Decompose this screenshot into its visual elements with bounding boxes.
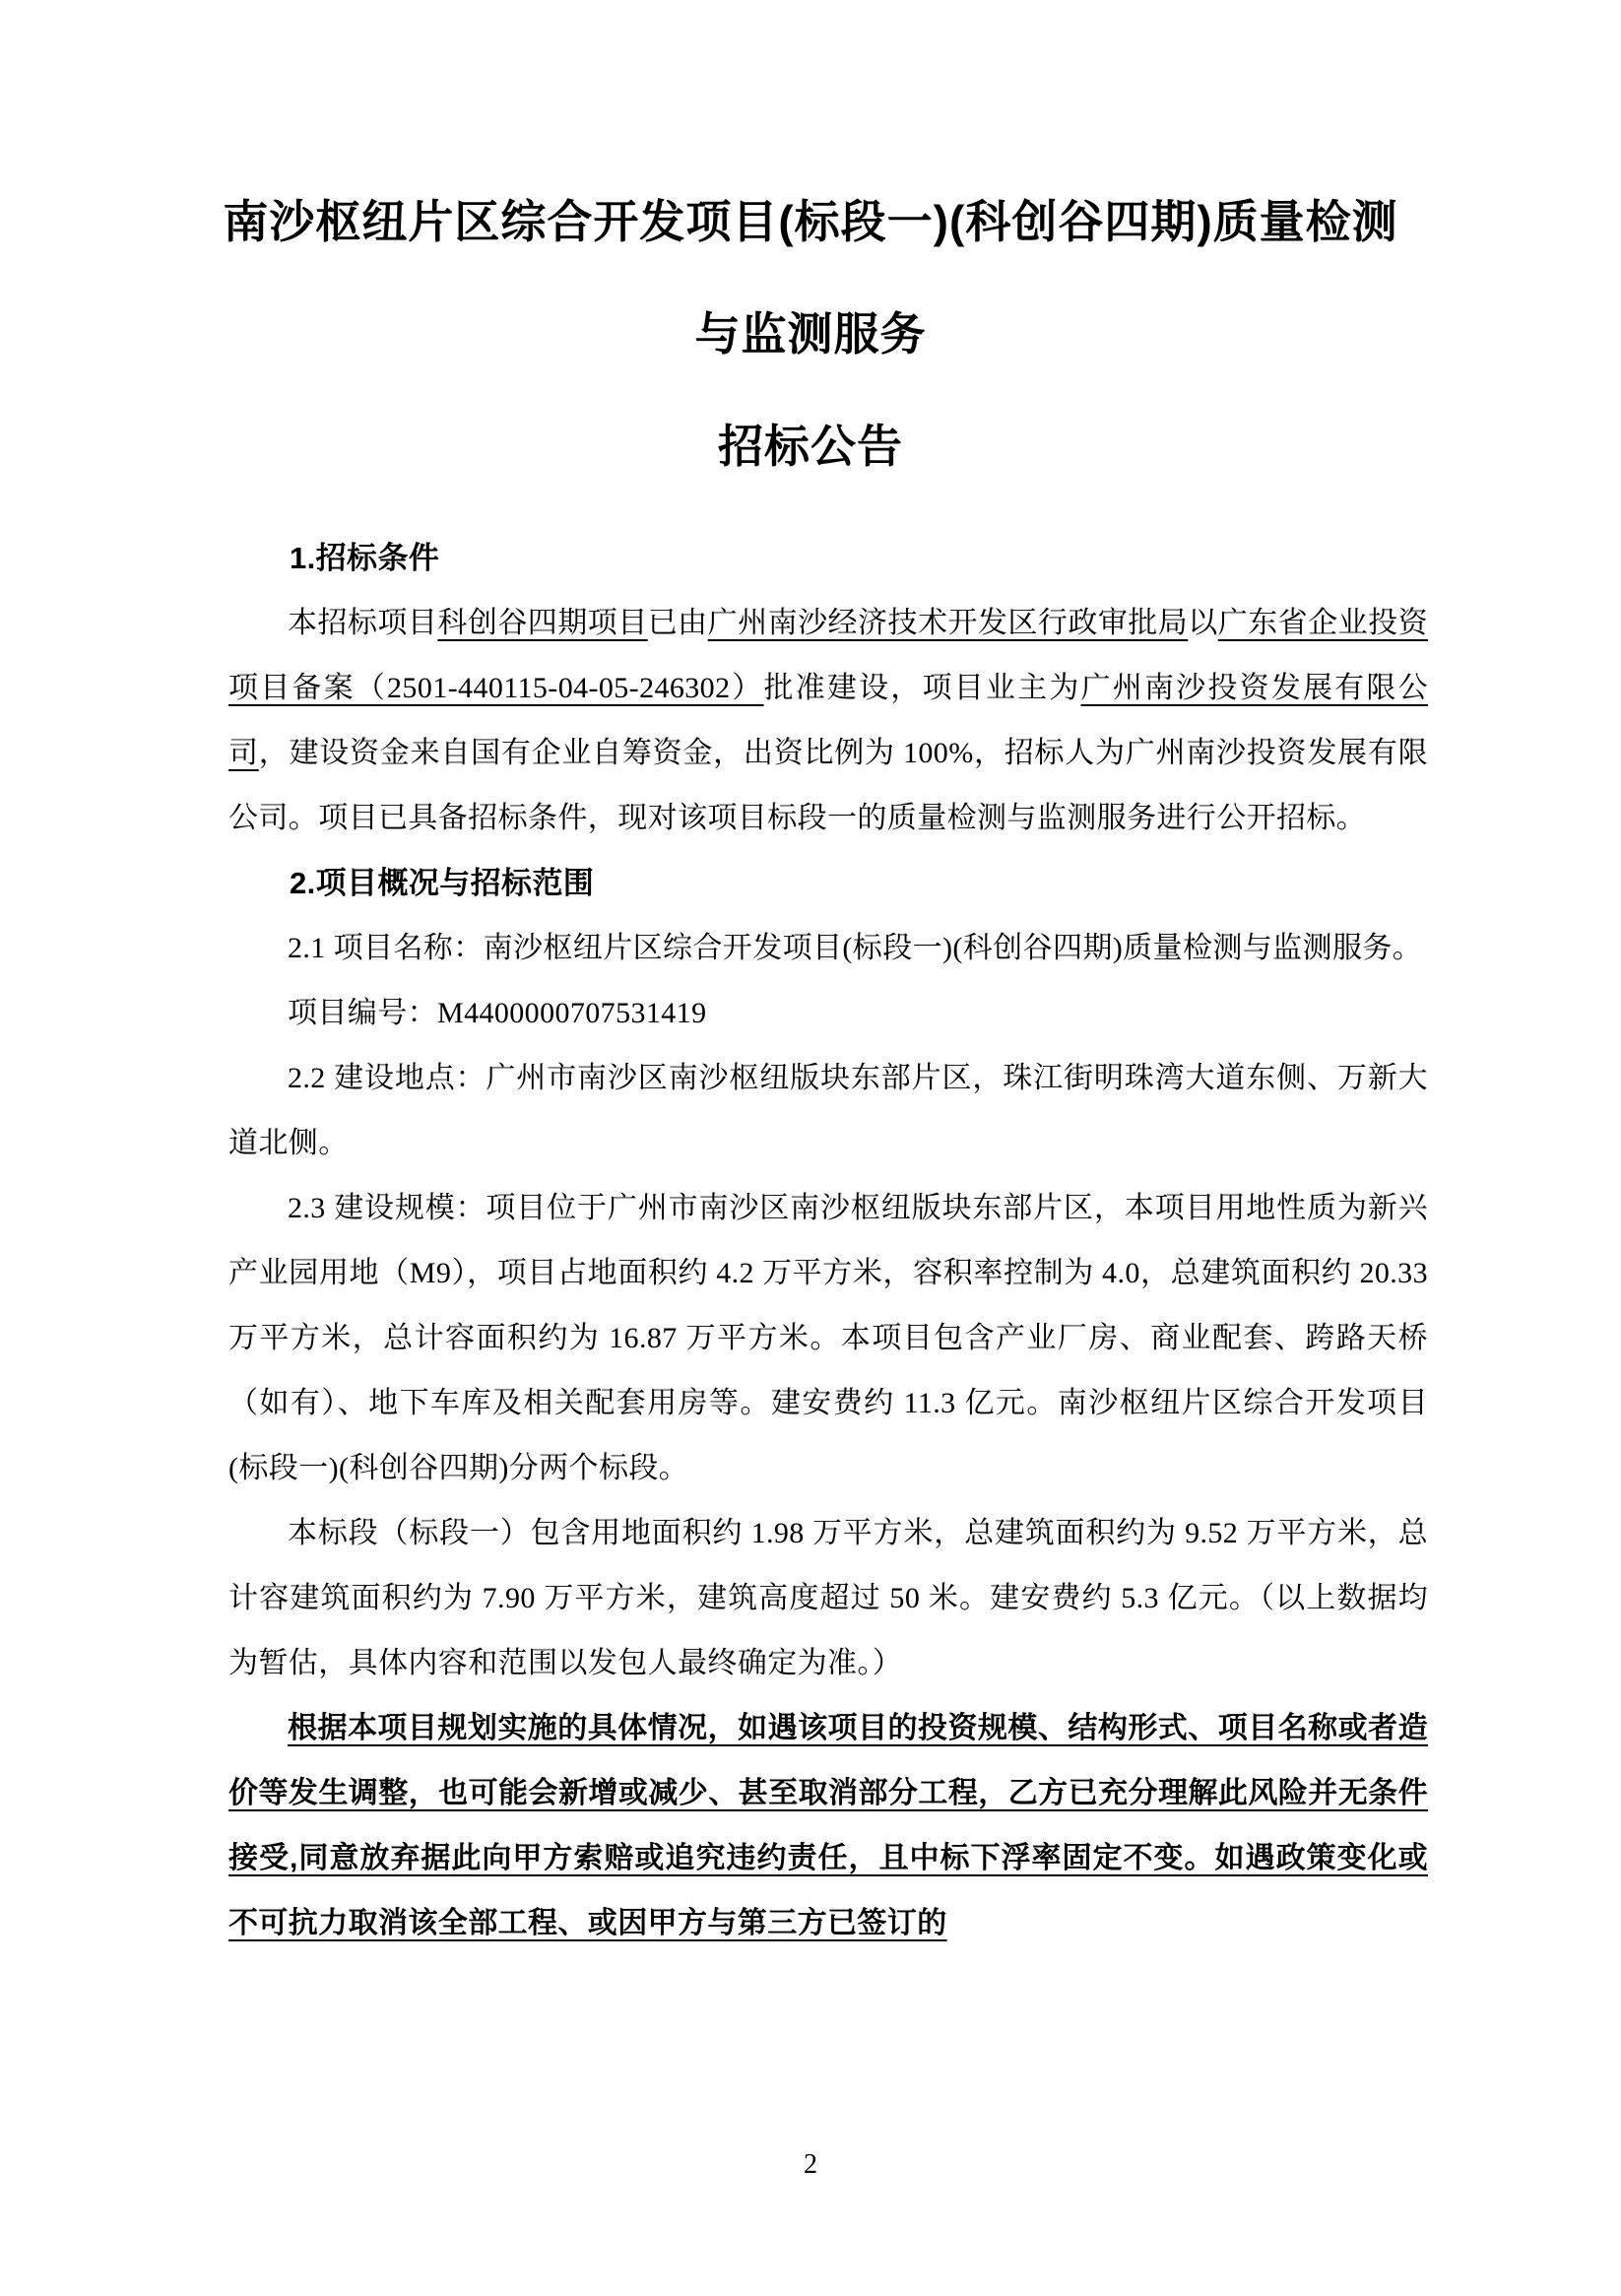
document-title-line2: 与监测服务 (694, 308, 927, 360)
page-number: 2 (804, 2149, 817, 2180)
section-2-heading (228, 851, 1428, 916)
underlined-text-segment: 科创谷四期项目 (437, 607, 648, 639)
underlined-text-segment: 广州南沙投资发展有限公司 (228, 672, 1428, 769)
section-1-heading (228, 526, 1428, 591)
document-body (228, 526, 1428, 1956)
text-segment: 2.项目概况与招标范围 (290, 866, 595, 900)
text-segment: 2.2 建设地点：广州市南沙区南沙枢纽版块东部片区，珠江街明珠湾大道东侧、万新大道北侧。 (228, 1062, 1428, 1159)
text-segment: 以 (1188, 607, 1218, 639)
construction-scale-paragraph (228, 1176, 1428, 1501)
construction-location-paragraph (228, 1046, 1428, 1176)
underlined-text-segment: 广州南沙经济技术开发区行政审批局 (707, 607, 1189, 639)
text-segment: ，建设资金来自国有企业自筹资金，出资比例为 100%，招标人为广州南沙投资发展有限公司。项目已具备招标条件，现对该项目标段一的质量检测与监测服务进行公开招标。 (228, 737, 1428, 834)
text-segment: 已由 (647, 607, 708, 639)
text-segment: 1.招标条件 (290, 541, 440, 575)
underlined-text-segment: 广东省企业投资项目备案（2501-440115-04-05-246302） (228, 607, 1428, 704)
project-number-paragraph (228, 981, 1428, 1046)
document-title-line1: 南沙枢纽片区综合开发项目(标段一)(科创谷四期)质量检测 (223, 196, 1398, 247)
text-segment: 批准建设，项目业主为 (763, 672, 1081, 704)
tender-conditions-paragraph (228, 591, 1428, 851)
underlined-text-segment: 根据本项目规划实施的具体情况，如遇该项目的投资规模、结构形式、项目名称或者造价等发生调整，也可能会新增或减少、甚至取消部分工程，乙方已充分理解此风险并无条件接受,同意放弃据此向甲方索赔或追究违约责任，且中标下浮率固定不变。如遇政策变化或不可抗力取消该全部工程、或因甲方与第三方已签订的 (228, 1712, 1428, 1939)
risk-clause-paragraph (228, 1696, 1428, 1956)
text-segment: 本标段（标段一）包含用地面积约 1.98 万平方米，总建筑面积约为 9.52 万平方米，总计容建筑面积约为 7.90 万平方米，建筑高度超过 50 米。建安费约 5.3 亿元。（以上数据均为暂估，具体内容和范围以发包人最终确定为准。） (228, 1517, 1428, 1679)
text-segment: 2.1 项目名称：南沙枢纽片区综合开发项目(标段一)(科创谷四期)质量检测与监测服务。 (288, 932, 1423, 964)
document-subtitle: 招标公告 (718, 421, 903, 472)
text-segment: 2.3 建设规模：项目位于广州市南沙区南沙枢纽版块东部片区，本项目用地性质为新兴产业园用地（M9），项目占地面积约 4.2 万平方米，容积率控制为 4.0，总建筑面积约 20.33 万平方米，总计容面积约为 16.87 万平方米。本项目包含产业厂房、商业配套、跨路天桥（如有）、地下车库及相关配套用房等。建安费约 11.3 亿元。南沙枢纽片区综合开发项目(标段一)(科创谷四期)分两个标段。 (228, 1192, 1428, 1484)
project-name-paragraph (228, 916, 1428, 981)
text-segment: 本招标项目 (288, 607, 438, 639)
section-one-scope-paragraph (228, 1501, 1428, 1696)
document-title (0, 0, 1621, 390)
text-segment: 项目编号：M4400000707531419 (288, 997, 707, 1029)
